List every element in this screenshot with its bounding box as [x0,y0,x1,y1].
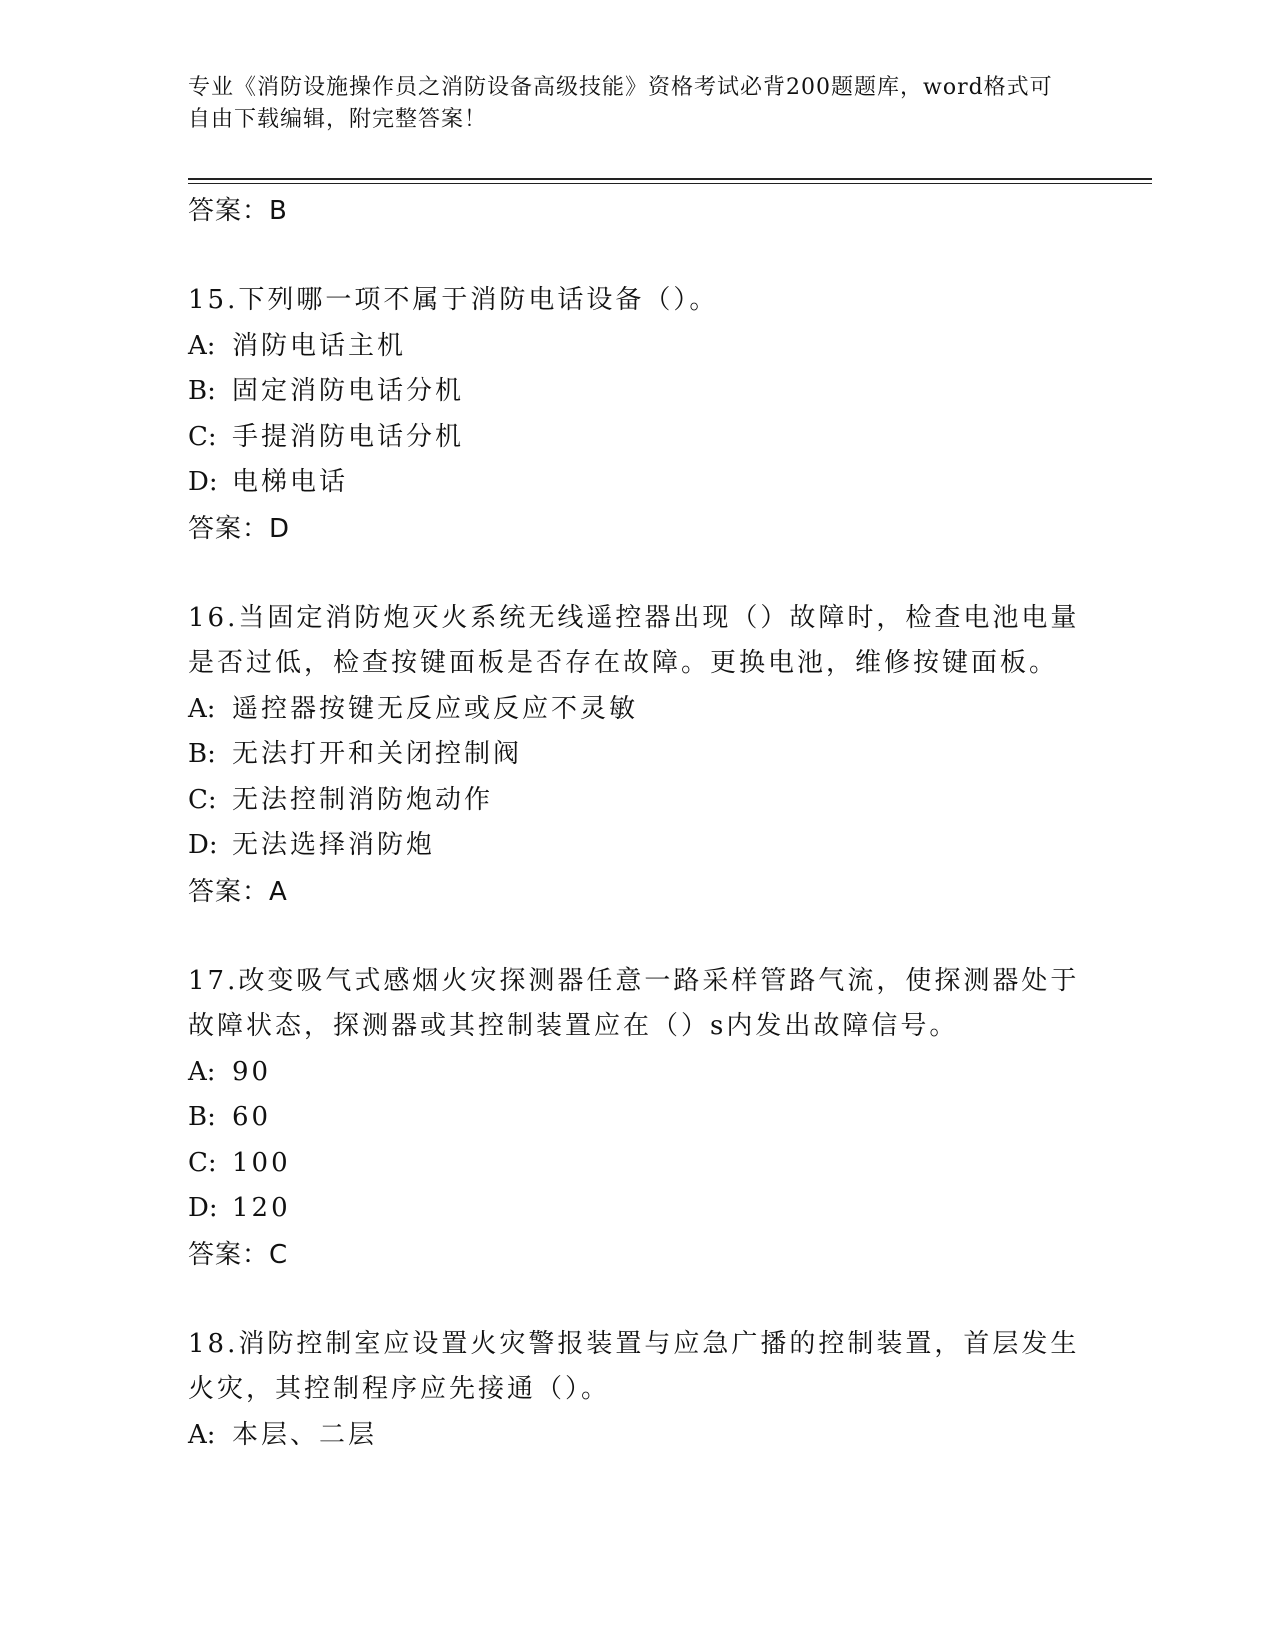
option-letter: B: [188,1102,216,1132]
option-letter: A: [188,1419,216,1450]
option-letter: C: [188,421,217,452]
option-letter: A: [188,1056,216,1087]
document-header: 专业《消防设施操作员之消防设备高级技能》资格考试必背200题题库，word格式可自由下载编辑，附完整答案！ [188,75,1053,132]
header-rule-thin [188,183,1152,184]
option-d [188,460,1088,506]
option-text: 无法打开和关闭控制阀 [232,739,523,769]
option-c [188,1141,1088,1187]
question-16 [188,596,1088,915]
option-c [188,415,1088,461]
question-list [188,188,1088,1458]
question-text: 17.改变吸气式感烟火灾探测器任意一路采样管路气流，使探测器处于故障状态，探测器或其控制装置应在（）s内发出故障信号。 [188,965,1080,1041]
header-rule-thick [188,178,1152,180]
option-d [188,1186,1088,1232]
option-text: 手提消防电话分机 [232,421,465,452]
option-a [188,1050,1088,1096]
option-text: 无法选择消防炮 [232,830,436,860]
question-text: 18.消防控制室应设置火灾警报装置与应急广播的控制装置，首层发生火灾，其控制程序应先接通（）。 [188,1328,1080,1404]
option-text: 消防电话主机 [232,330,407,361]
option-b [188,1095,1088,1141]
question-15 [188,278,1088,552]
option-letter: B: [188,739,216,769]
option-a [188,687,1088,733]
option-letter: D: [188,830,218,860]
leading-answer: 答案：B [188,196,288,226]
answer: 答案：A [188,876,288,907]
option-d [188,823,1088,869]
option-letter: C: [188,1147,217,1178]
option-b [188,369,1088,415]
question-text: 16.当固定消防炮灭火系统无线遥控器出现（）故障时，检查电池电量是否过低，检查按键面板是否存在故障。更换电池，维修按键面板。 [188,602,1080,678]
question-17 [188,959,1088,1278]
option-letter: A: [188,693,216,724]
option-b [188,732,1088,778]
option-a [188,324,1088,370]
answer: 答案：C [188,1239,289,1270]
option-text: 本层、二层 [232,1419,378,1450]
option-text: 无法控制消防炮动作 [232,784,494,815]
question-18 [188,1322,1088,1459]
option-text: 120 [232,1193,291,1223]
option-c [188,778,1088,824]
option-letter: B: [188,376,216,406]
option-letter: C: [188,784,217,815]
option-a [188,1413,1088,1459]
option-text: 90 [232,1056,272,1087]
option-text: 100 [232,1147,291,1178]
option-text: 60 [232,1102,272,1132]
answer: 答案：D [188,513,291,544]
option-letter: A: [188,330,216,361]
question-text: 15.下列哪一项不属于消防电话设备（）。 [188,285,719,315]
option-letter: D: [188,467,218,497]
option-letter: D: [188,1193,218,1223]
option-text: 电梯电话 [232,467,349,497]
option-text: 遥控器按键无反应或反应不灵敏 [232,693,639,724]
option-text: 固定消防电话分机 [232,376,465,406]
